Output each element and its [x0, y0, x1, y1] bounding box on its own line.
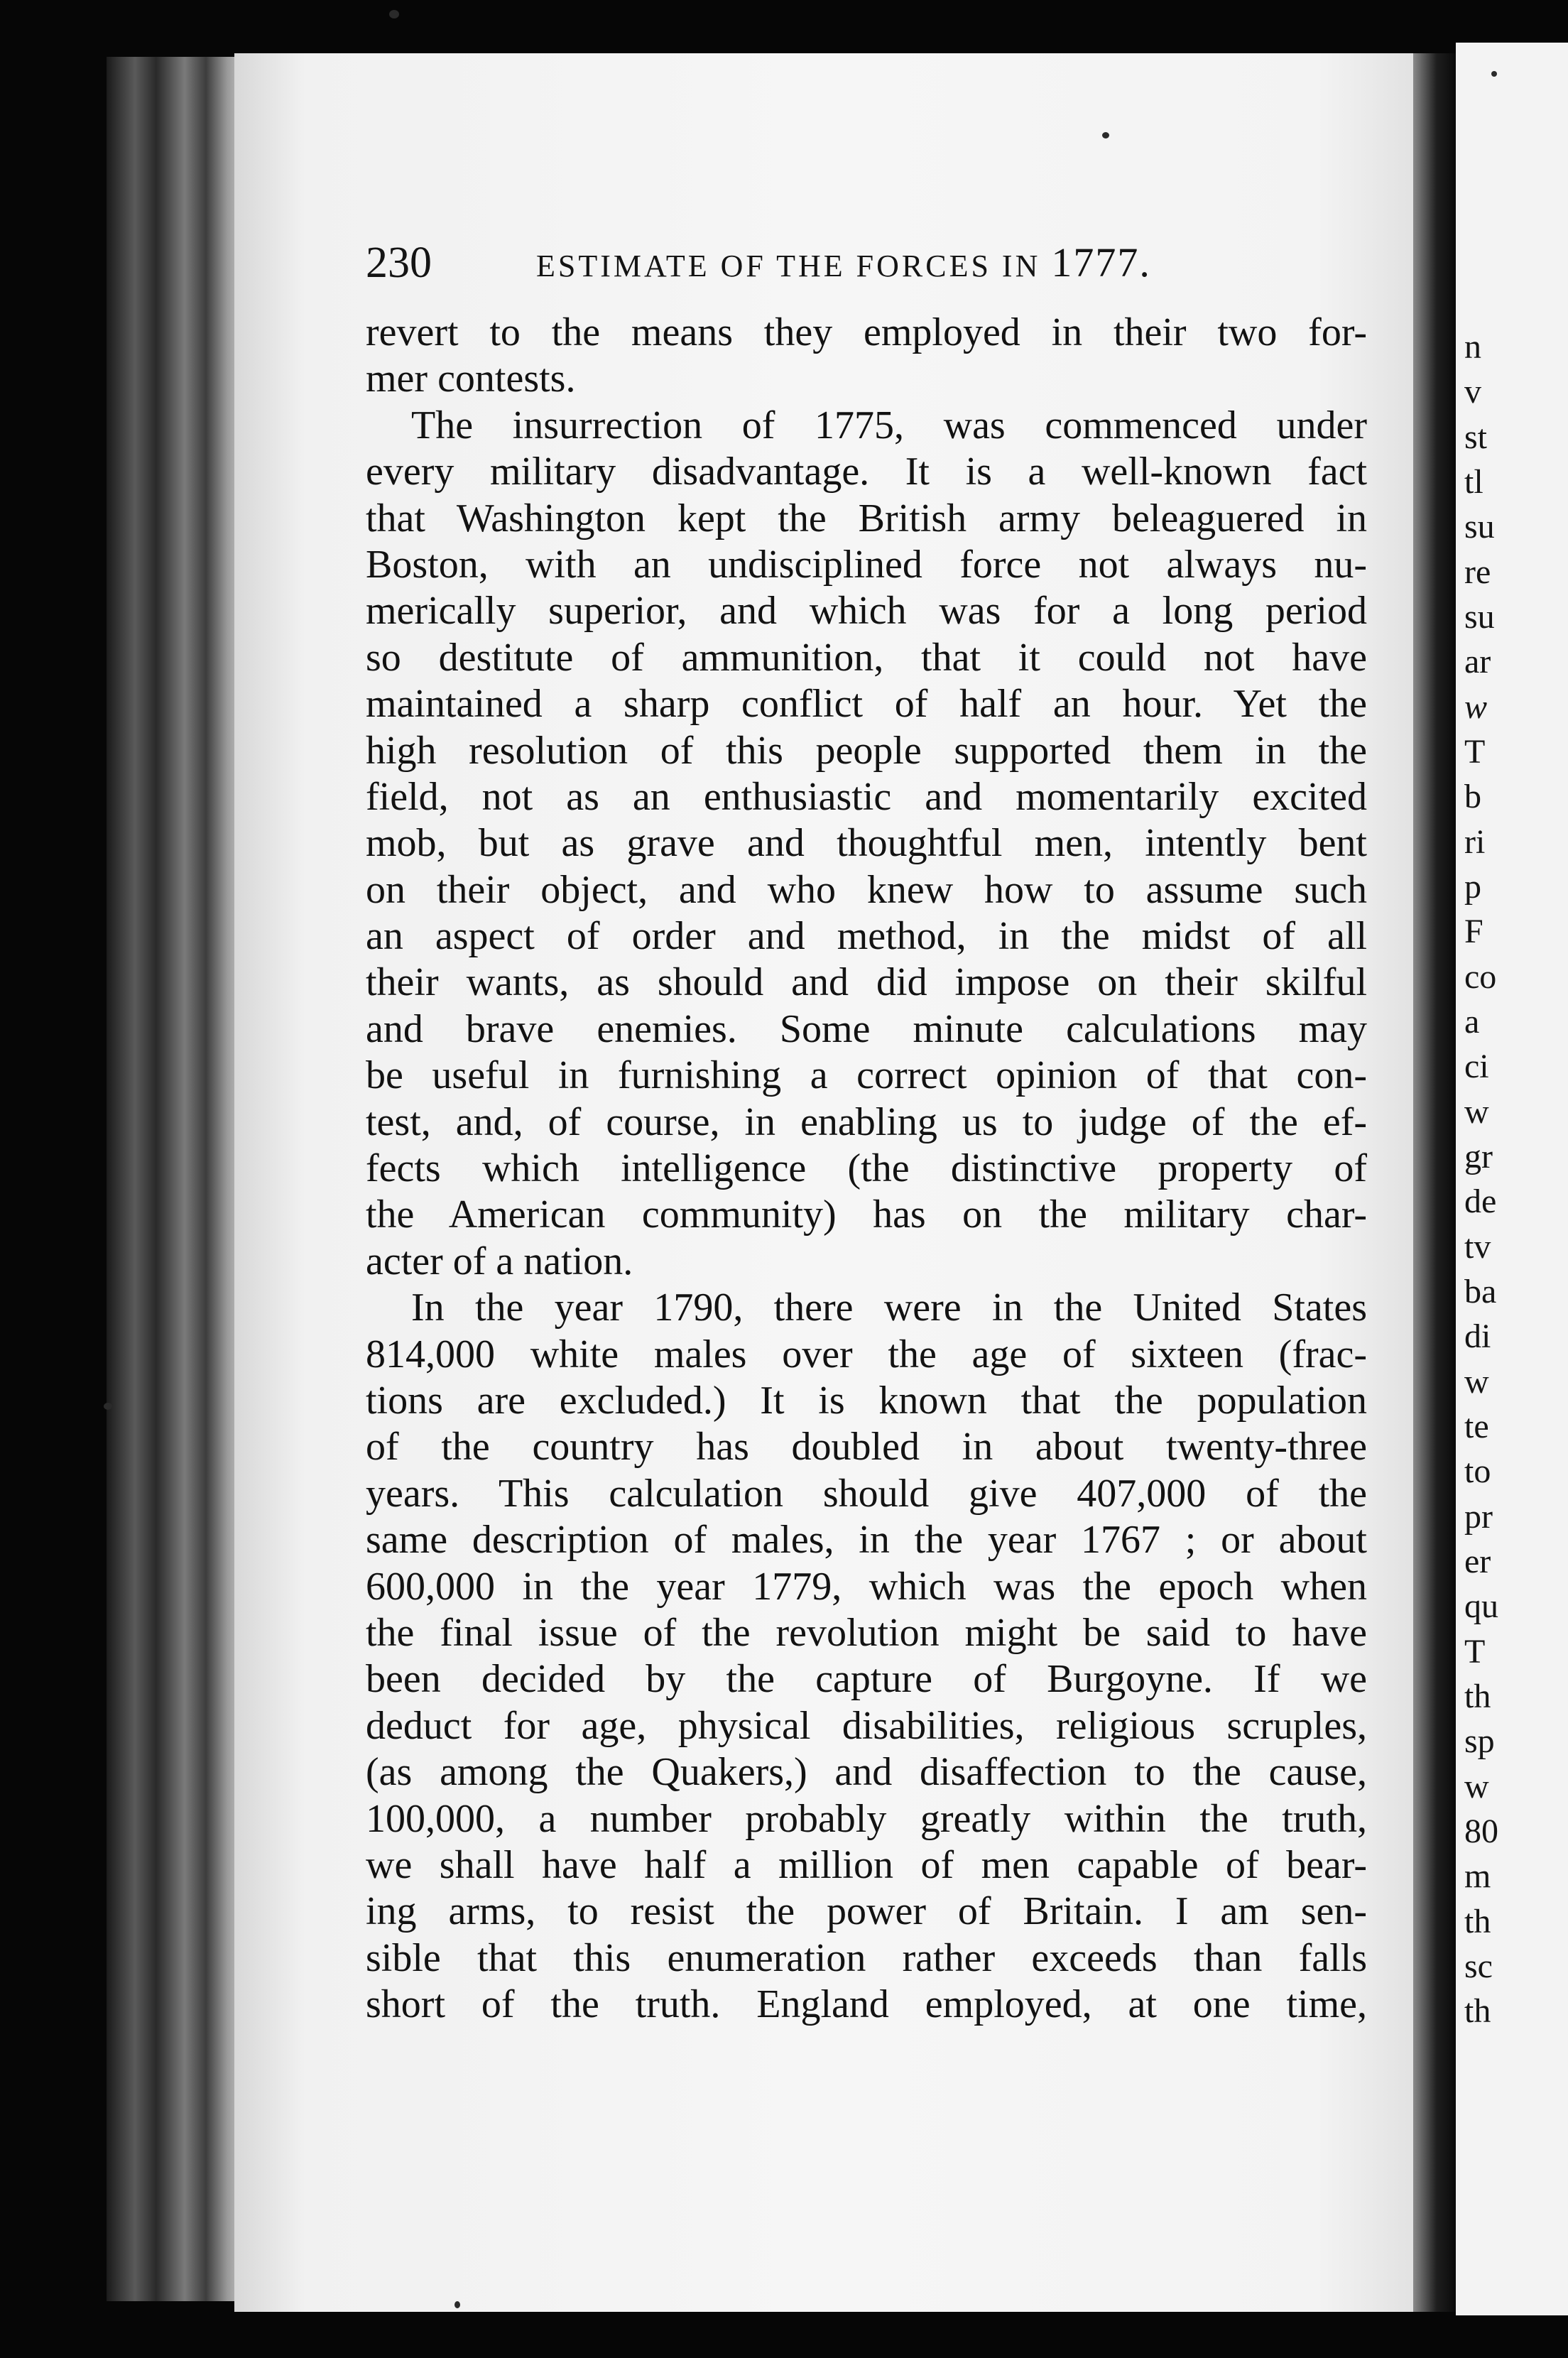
facing-page-fragment: su: [1464, 508, 1495, 545]
text-line: fects which intelligence (the distinctive property of: [366, 1146, 1367, 1191]
binding-edge: [107, 57, 249, 2301]
facing-page-fragment: ri: [1464, 823, 1486, 861]
facing-page-fragment: er: [1464, 1543, 1491, 1580]
facing-page-fragment: T: [1464, 1633, 1486, 1670]
facing-page-fragment: th: [1464, 1992, 1491, 2030]
facing-page-fragment: qu: [1464, 1587, 1498, 1625]
text-line: short of the truth. England employed, at one time,: [366, 1982, 1367, 2027]
facing-page-edge: [1456, 43, 1568, 2315]
facing-page-fragment: w: [1464, 1093, 1489, 1131]
facing-page-fragment: T: [1464, 733, 1486, 771]
text-line: that Washington kept the British army beleaguered in: [366, 496, 1367, 540]
facing-page-fragment: w: [1464, 688, 1488, 726]
text-line: be useful in furnishing a correct opinion of that con-: [366, 1053, 1367, 1098]
text-line: high resolution of this people supported them in the: [366, 728, 1367, 773]
text-line: we shall have half a million of men capable of bear-: [366, 1842, 1367, 1887]
scan-speck: [1491, 71, 1497, 77]
text-line: field, not as an enthusiastic and momentarily excited: [366, 774, 1367, 819]
facing-page-fragment: p: [1464, 868, 1481, 906]
text-line: maintained a sharp conflict of half an hour. Yet the: [366, 682, 1367, 727]
facing-page-fragment: ar: [1464, 643, 1491, 680]
text-line: every military disadvantage. It is a well-known fact: [366, 450, 1367, 494]
text-line: years. This calculation should give 407,000 of the: [366, 1471, 1367, 1516]
facing-page-fragment: v: [1464, 373, 1481, 411]
facing-page-fragment: m: [1464, 1857, 1491, 1895]
text-line: sible that this enumeration rather exceeds than falls: [366, 1935, 1367, 1980]
text-line: mer contests.: [366, 357, 576, 401]
body-text: [366, 310, 1367, 2028]
page-number: 230: [366, 239, 432, 287]
text-line: so destitute of ammunition, that it could not have: [366, 635, 1367, 680]
facing-page-fragment: b: [1464, 778, 1481, 815]
text-line: 100,000, a number probably greatly within the truth,: [366, 1796, 1367, 1841]
facing-page-fragment: sc: [1464, 1947, 1493, 1985]
text-line: Boston, with an undisciplined force not always nu-: [366, 542, 1367, 587]
running-title-text: ESTIMATE OF THE FORCES IN: [536, 249, 1041, 283]
text-line: and brave enemies. Some minute calculations may: [366, 1006, 1367, 1051]
facing-page-fragment: pr: [1464, 1498, 1493, 1536]
text-line: (as among the Quakers,) and disaffection to the cause,: [366, 1750, 1367, 1795]
text-line: test, and, of course, in enabling us to judge of the ef-: [366, 1099, 1367, 1144]
text-line: 600,000 in the year 1779, which was the epoch when: [366, 1564, 1367, 1609]
facing-page-fragment: th: [1464, 1903, 1491, 1940]
facing-page-fragment: gr: [1464, 1138, 1493, 1175]
facing-page-fragment: F: [1464, 913, 1483, 950]
text-line: In the year 1790, there were in the United States: [411, 1286, 1367, 1330]
facing-page-fragment: ci: [1464, 1048, 1489, 1085]
text-line: an aspect of order and method, in the midst of all: [366, 914, 1367, 959]
text-line: tions are excluded.) It is known that the population: [366, 1378, 1367, 1423]
scan-speck: [1102, 132, 1109, 138]
running-title: [536, 234, 1151, 295]
page-header: [366, 234, 1246, 291]
facing-page-fragment: sp: [1464, 1722, 1495, 1760]
facing-page-fragment: to: [1464, 1452, 1491, 1490]
text-line: deduct for age, physical disabilities, religious scruples,: [366, 1703, 1367, 1748]
facing-page-fragment: di: [1464, 1317, 1491, 1355]
text-line: the final issue of the revolution might be said to have: [366, 1610, 1367, 1655]
facing-page-fragment: ba: [1464, 1273, 1497, 1310]
facing-page-fragment: th: [1464, 1678, 1491, 1715]
facing-page-fragment: tl: [1464, 463, 1483, 501]
facing-page-fragment: w: [1464, 1363, 1489, 1401]
text-line: merically superior, and which was for a long period: [366, 589, 1367, 634]
text-line: mob, but as grave and thoughtful men, intently bent: [366, 821, 1367, 866]
facing-page-fragment: n: [1464, 328, 1481, 366]
facing-page-fragment: w: [1464, 1768, 1489, 1805]
text-line: their wants, as should and did impose on their skilful: [366, 960, 1367, 1005]
scan-speck: [389, 10, 399, 18]
text-line: on their object, and who knew how to assume such: [366, 867, 1367, 912]
facing-page-fragment: de: [1464, 1183, 1497, 1220]
text-line: same description of males, in the year 1767 ; or about: [366, 1518, 1367, 1563]
facing-page-fragment: 80: [1464, 1813, 1498, 1850]
text-line: the American community) has on the military char-: [366, 1192, 1367, 1237]
scan-speck: [454, 2301, 460, 2308]
facing-page-fragment: co: [1464, 958, 1497, 996]
scan-speck: [104, 1403, 112, 1410]
facing-page-fragment: re: [1464, 553, 1491, 591]
running-title-year: 1777.: [1051, 239, 1151, 286]
facing-page-fragment: te: [1464, 1408, 1489, 1445]
text-line: acter of a nation.: [366, 1239, 633, 1283]
text-line: been decided by the capture of Burgoyne. If we: [366, 1657, 1367, 1702]
facing-page-fragment: st: [1464, 418, 1488, 456]
text-line: The insurrection of 1775, was commenced under: [411, 403, 1367, 447]
facing-page-fragment: tv: [1464, 1228, 1491, 1266]
text-line: revert to the means they employed in their two for-: [366, 310, 1367, 354]
text-line: 814,000 white males over the age of sixteen (frac-: [366, 1332, 1367, 1376]
text-line: ing arms, to resist the power of Britain. I am sen-: [366, 1889, 1367, 1934]
facing-page-fragment: su: [1464, 598, 1495, 636]
facing-page-fragment: a: [1464, 1003, 1480, 1041]
text-line: of the country has doubled in about twenty-three: [366, 1425, 1367, 1469]
gutter-shadow: [1413, 53, 1456, 2312]
